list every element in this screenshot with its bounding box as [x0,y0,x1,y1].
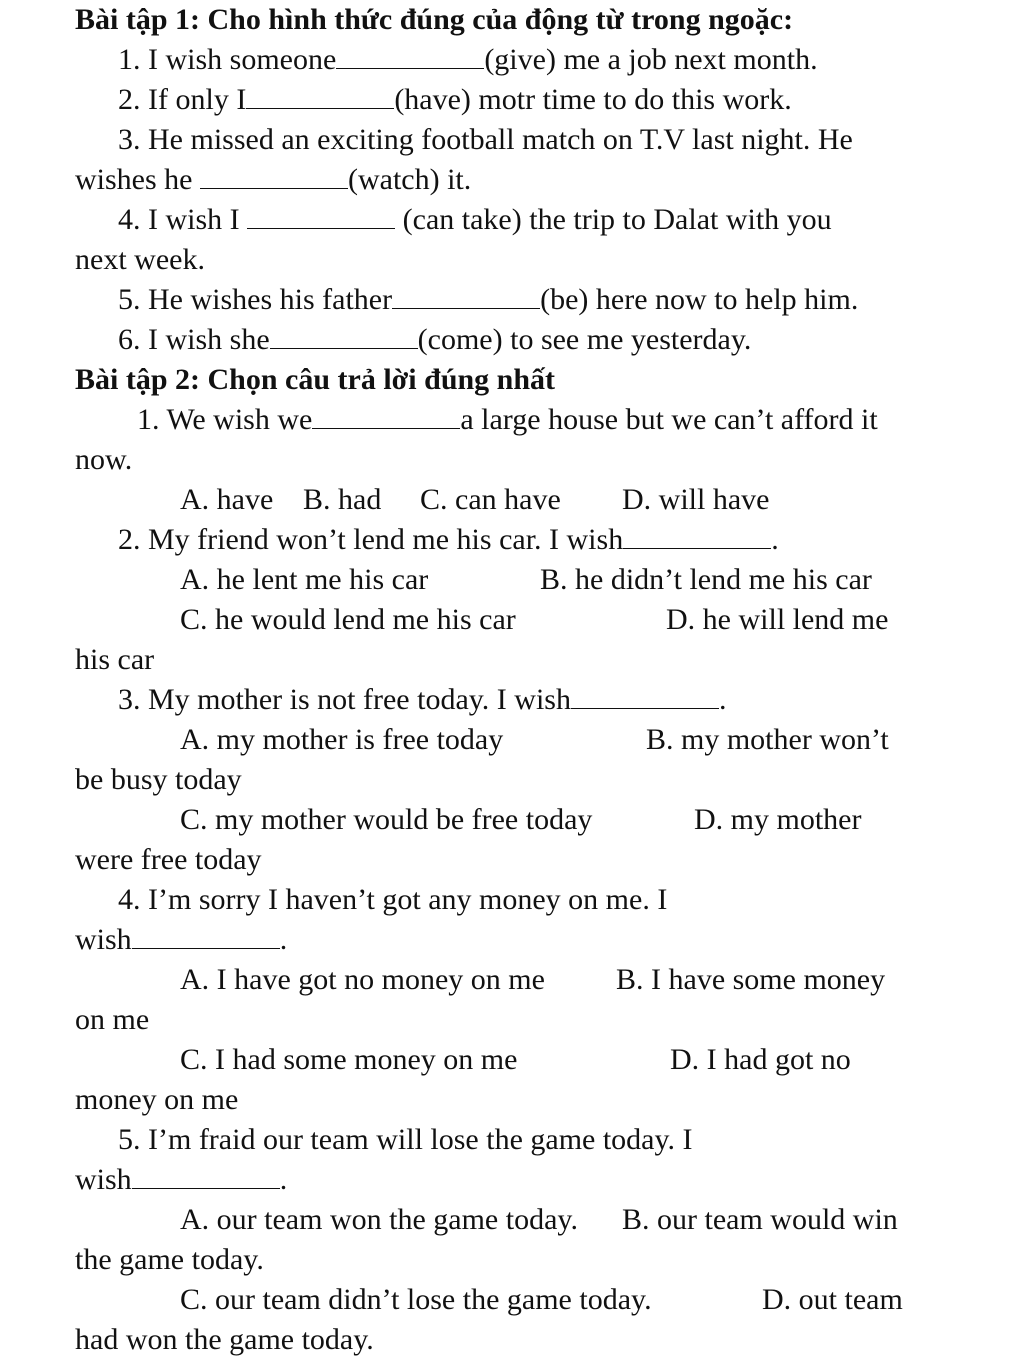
option-c[interactable]: C. my mother would be free today [180,803,593,836]
option-a[interactable]: A. our team won the game today. [180,1203,578,1236]
ex1-question-1: 1. I wish someone (give) me a job next month. [118,43,818,76]
option-b[interactable]: B. he didn’t lend me his car [540,563,872,596]
option-a[interactable]: A. have [180,483,274,516]
option-c[interactable]: C. can have [420,483,561,516]
ex2-question-2: 2. My friend won’t lend me his car. I wish . [118,523,779,556]
exercise-2-title: Bài tập 2: Chọn câu trả lời đúng nhất [75,363,556,396]
option-d[interactable]: D. I had got no [670,1043,851,1076]
ex2-question-1: 1. We wish we a large house but we can’t afford it [137,403,878,436]
option-b-cont: on me [75,1003,150,1036]
ex2-question-4: 4. I’m sorry I haven’t got any money on me. I [118,883,668,916]
option-d-cont: were free today [75,843,262,876]
ex2-question-3: 3. My mother is not free today. I wish . [118,683,727,716]
answer-blank[interactable] [623,522,771,549]
option-d-cont: his car [75,643,155,676]
ex2-question-5-cont: wish . [75,1163,288,1196]
option-b-cont: the game today. [75,1243,264,1276]
answer-blank[interactable] [246,82,394,109]
ex1-question-4-cont: next week. [75,243,205,276]
answer-blank[interactable] [132,922,280,949]
option-d[interactable]: D. he will lend me [666,603,889,636]
answer-blank[interactable] [336,42,484,69]
option-c[interactable]: C. our team didn’t lose the game today. [180,1283,652,1316]
option-d-cont: had won the game today. [75,1323,374,1356]
exercise-1-title: Bài tập 1: Cho hình thức đúng của động từ trong ngoặc: [75,3,794,36]
ex2-question-4-cont: wish . [75,923,288,956]
option-a[interactable]: A. I have got no money on me [180,963,545,996]
ex2-question-5: 5. I’m fraid our team will lose the game today. I [118,1123,693,1156]
answer-blank[interactable] [571,682,719,709]
option-b[interactable]: B. our team would win [622,1203,898,1236]
option-b[interactable]: B. my mother won’t [646,723,889,756]
option-b-cont: be busy today [75,763,242,796]
option-c[interactable]: C. he would lend me his car [180,603,516,636]
option-d[interactable]: D. will have [622,483,770,516]
option-d-cont: money on me [75,1083,239,1116]
answer-blank[interactable] [132,1162,280,1189]
ex1-question-3: 3. He missed an exciting football match on T.V last night. He [118,123,853,156]
option-d[interactable]: D. my mother [694,803,862,836]
answer-blank[interactable] [270,322,418,349]
ex1-question-3-cont: wishes he (watch) it. [75,163,472,196]
option-a[interactable]: A. he lent me his car [180,563,429,596]
ex1-question-2: 2. If only I (have) motr time to do this work. [118,83,792,116]
option-b[interactable]: B. I have some money [616,963,886,996]
answer-blank[interactable] [200,162,348,189]
option-a[interactable]: A. my mother is free today [180,723,504,756]
ex1-question-5: 5. He wishes his father (be) here now to help him. [118,283,859,316]
option-d[interactable]: D. out team [762,1283,903,1316]
answer-blank[interactable] [392,282,540,309]
option-b[interactable]: B. had [303,483,382,516]
ex2-question-1-cont: now. [75,443,133,476]
option-c[interactable]: C. I had some money on me [180,1043,518,1076]
ex1-question-6: 6. I wish she (come) to see me yesterday. [118,323,752,356]
answer-blank[interactable] [247,202,395,229]
answer-blank[interactable] [312,402,460,429]
ex1-question-4: 4. I wish I (can take) the trip to Dalat with you [118,203,832,236]
